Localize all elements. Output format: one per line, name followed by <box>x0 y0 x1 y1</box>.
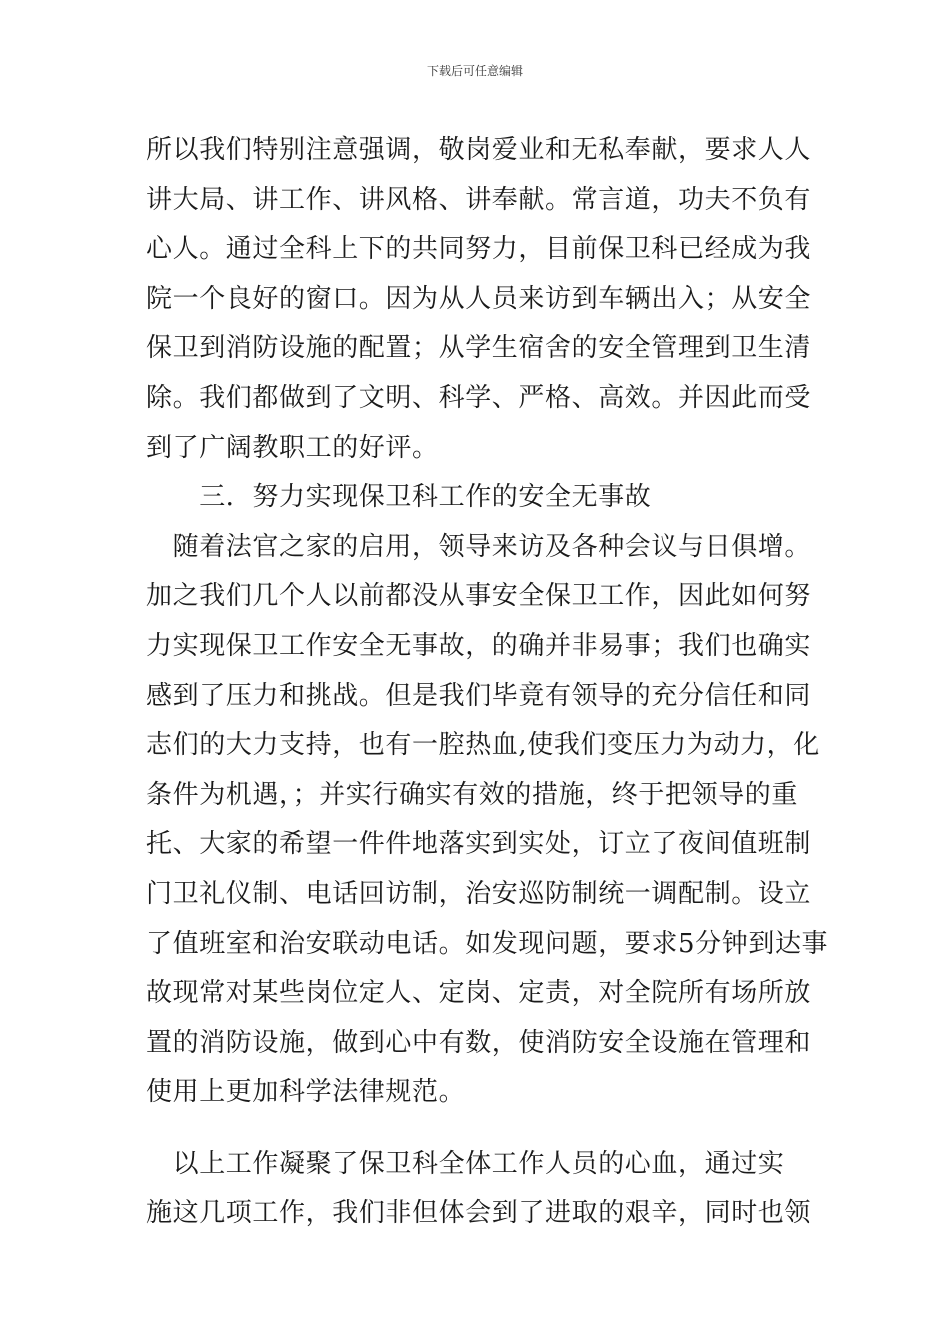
paragraph-gap <box>146 1118 816 1140</box>
text-line: 随着法官之家的启用，领导来访及各种会议与日俱增。 <box>146 531 812 562</box>
text-line: 所以我们特别注意强调，敬岗爱业和无私奉献，要求人人 <box>146 135 812 165</box>
text-line: 感到了压力和挑战。但是我们毕竟有领导的充分信任和同 <box>146 680 812 711</box>
text-line: 施这几项工作，我们非但体会到了进取的艰辛，同时也领 <box>146 1198 812 1229</box>
text-line: 托、大家的希望一件件地落实到实处，订立了夜间值班制 <box>146 829 812 860</box>
text-line: 志们的大力支持，也有一腔热血,使我们变压力为动力，化 <box>146 730 820 761</box>
section-heading: 三．努力实现保卫科工作的安全无事故 <box>146 482 652 513</box>
text-line: 保卫到消防设施的配置；从学生宿舍的安全管理到卫生清 <box>146 333 812 364</box>
text-line: 故现常对某些岗位定人、定岗、定责，对全院所有场所放 <box>146 978 812 1009</box>
text-line: 院一个良好的窗口。因为从人员来访到车辆出入；从安全 <box>146 283 812 314</box>
text-line: 门卫礼仪制、电话回访制，治安巡防制统一调配制。设立 <box>146 878 812 909</box>
text-line: 加之我们几个人以前都没从事安全保卫工作，因此如何努 <box>146 581 812 612</box>
page-header: 下载后可任意编辑 <box>426 64 523 78</box>
text-line: 力实现保卫工作安全无事故，的确并非易事；我们也确实 <box>146 630 812 661</box>
text-line: 条件为机遇，；并实行确实有效的措施，终于把领导的重 <box>146 779 799 810</box>
text-line: 置的消防设施，做到心中有数，使消防安全设施在管理和 <box>146 1027 812 1058</box>
text-line: 心人。通过全科上下的共同努力，目前保卫科已经成为我 <box>146 234 812 265</box>
text-line: 到了广阔教职工的好评。 <box>146 432 439 463</box>
text-line: 了值班室和治安联动电话。如发现问题，要求5分钟到达事 <box>146 928 829 959</box>
text-line: 除。我们都做到了文明、科学、严格、高效。并因此而受 <box>146 382 812 413</box>
text-line: 讲大局、讲工作、讲风格、讲奉献。常言道，功夫不负有 <box>146 184 812 215</box>
document-body <box>146 126 829 1239</box>
text-line: 以上工作凝聚了保卫科全体工作人员的心血，通过实 <box>146 1148 785 1179</box>
text-line: 使用上更加科学法律规范。 <box>146 1077 466 1108</box>
